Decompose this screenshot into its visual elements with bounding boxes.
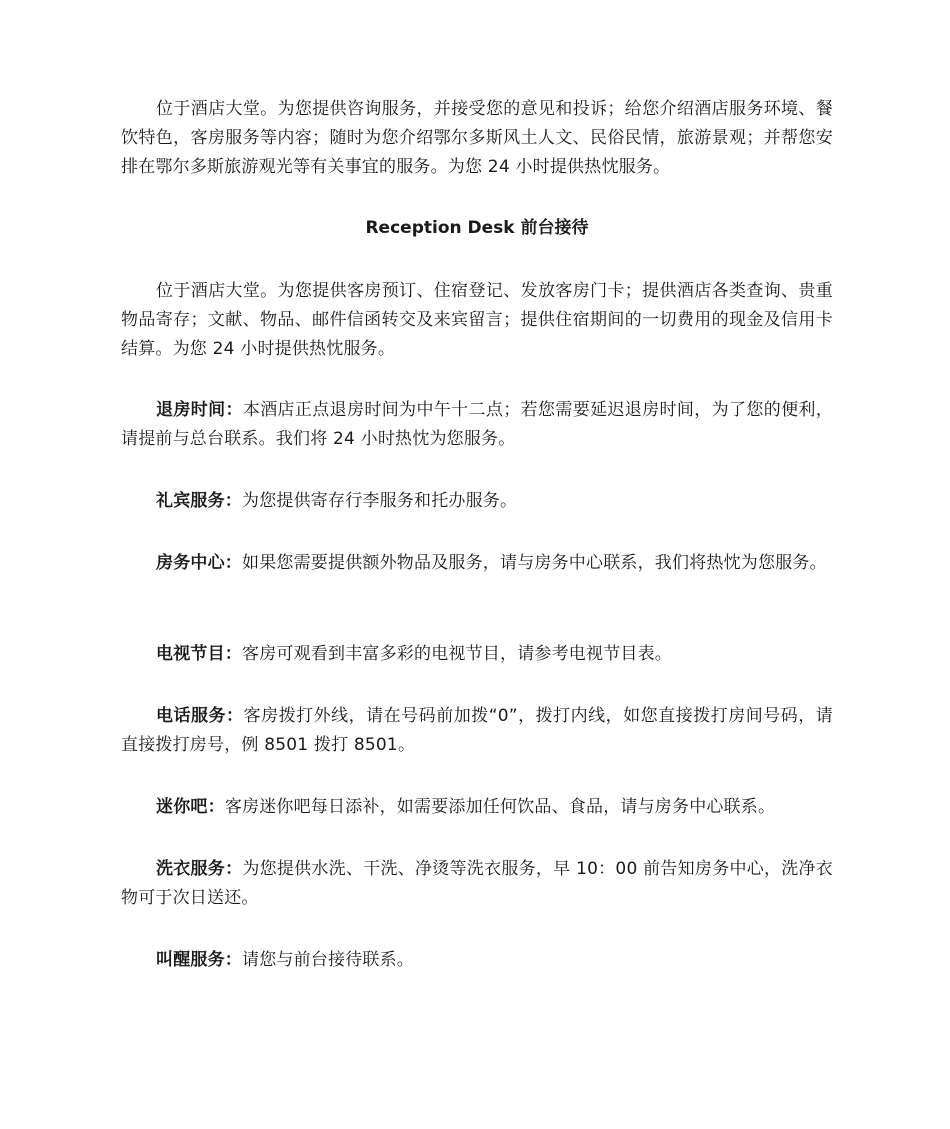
reception-heading: Reception Desk 前台接待 — [365, 218, 589, 238]
service-text: 客房迷你吧每日添补，如需要添加任何饮品、食品，请与房务中心联系。 — [224, 797, 776, 817]
service-text: 本酒店正点退房时间为中午十二点；若您需要延迟退房时间，为了您的便利，请提前与总台联系。我们将 24 小时热忱为您服务。 — [121, 400, 833, 449]
intro-paragraph — [121, 95, 833, 182]
reception-paragraph — [121, 277, 833, 364]
service-checkout — [121, 396, 833, 454]
service-housekeeping — [121, 549, 833, 578]
service-label: 礼宾服务： — [156, 491, 242, 511]
service-text: 为您提供寄存行李服务和托办服务。 — [242, 491, 518, 511]
service-label: 洗衣服务： — [156, 859, 243, 879]
service-text: 客房拨打外线，请在号码前加拨“0”，拨打内线，如您直接拨打房间号码，请直接拨打房号，例 8501 拨打 8501。 — [121, 706, 833, 755]
service-text: 如果您需要提供额外物品及服务，请与房务中心联系，我们将热忱为您服务。 — [242, 553, 827, 573]
service-label: 迷你吧： — [156, 797, 225, 817]
service-text: 客房可观看到丰富多彩的电视节目，请参考电视节目表。 — [242, 644, 672, 664]
intro-text: 位于酒店大堂。为您提供咨询服务，并接受您的意见和投诉；给您介绍酒店服务环境、餐饮特色，客房服务等内容；随时为您介绍鄂尔多斯风土人文、民俗民情，旅游景观；并帮您安排在鄂尔多斯旅游观光等有关事宜的服务。为您 24 小时提供热忱服务。 — [121, 99, 833, 177]
service-text: 请您与前台接待联系。 — [242, 950, 414, 970]
service-text: 为您提供水洗、干洗、净烫等洗衣服务，早 10：00 前告知房务中心，洗净衣物可于次日送还。 — [121, 859, 833, 908]
service-label: 房务中心： — [156, 553, 242, 573]
service-telephone — [121, 702, 833, 760]
reception-text: 位于酒店大堂。为您提供客房预订、住宿登记、发放客房门卡；提供酒店各类查询、贵重物品寄存；文献、物品、邮件信函转交及来宾留言；提供住宿期间的一切费用的现金及信用卡结算。为您 24 小时提供热忱服务。 — [121, 281, 833, 359]
service-laundry — [121, 855, 833, 913]
service-minibar — [121, 793, 833, 822]
service-wakeup — [121, 946, 833, 975]
service-label: 电视节目： — [156, 644, 242, 664]
service-label: 退房时间： — [156, 400, 243, 420]
service-concierge — [121, 487, 833, 516]
service-tv — [121, 640, 833, 669]
service-label: 叫醒服务： — [156, 950, 242, 970]
service-label: 电话服务： — [156, 706, 244, 726]
